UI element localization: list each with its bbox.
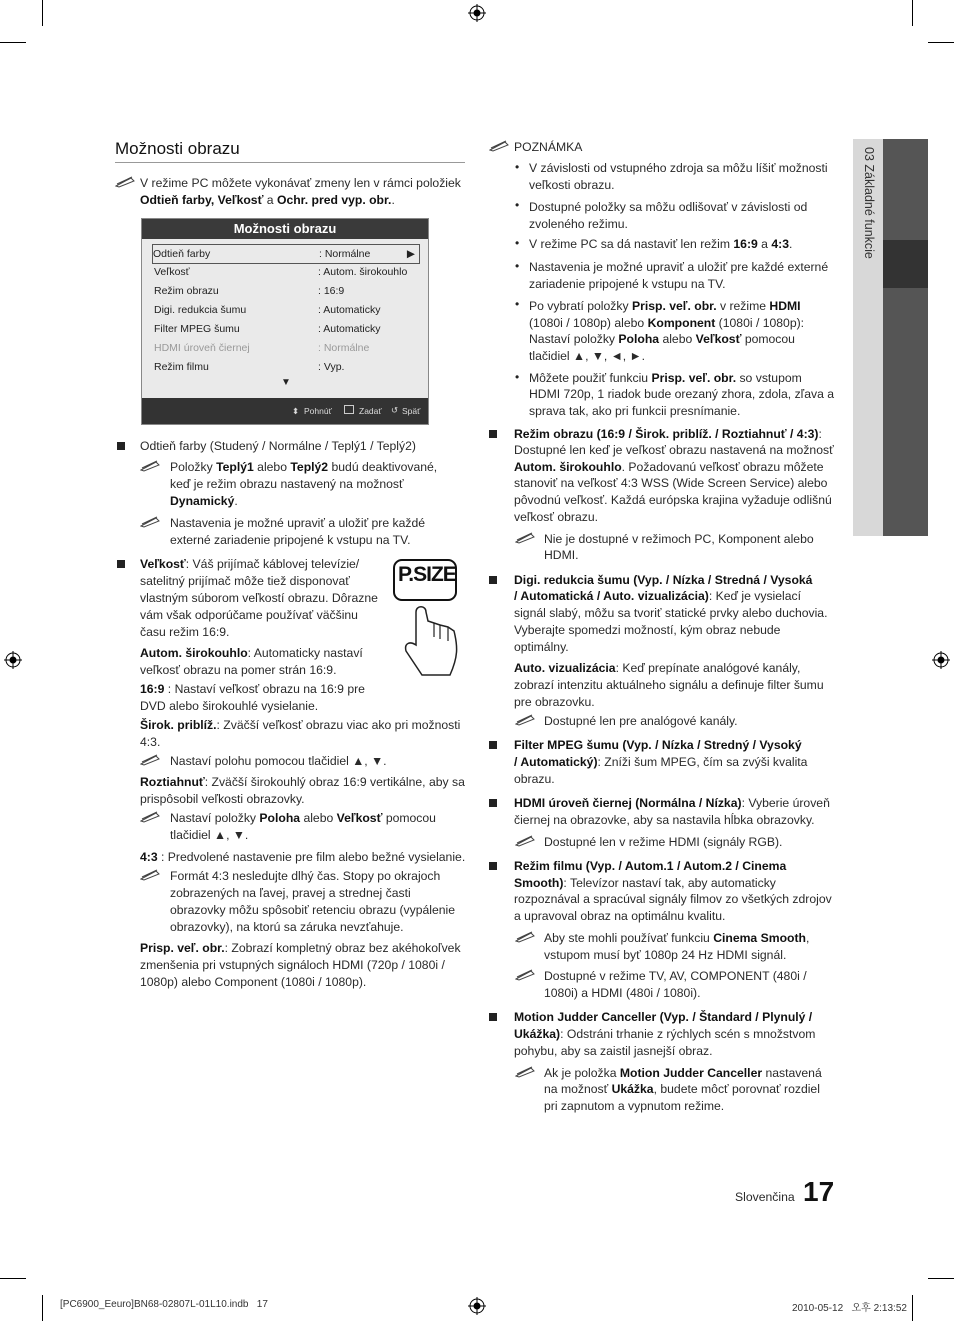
note-line: sprava tak, ako pri funkcii presnímanie.: [529, 404, 741, 418]
body-line: času režim 16:9.: [140, 625, 230, 639]
item-heading: Motion Judder Canceller (Vyp. / Štandard / Plynulý /: [514, 1010, 813, 1024]
note-line: V závislosti od vstupného zdroja sa môžu líšiť možnosti: [529, 161, 828, 175]
note-line: Aby ste mohli používať funkciu Cinema Smooth,: [544, 931, 810, 945]
note-heading: POZNÁMKA: [514, 140, 583, 154]
body-line: Veľkosť: Váš prijímač káblovej televízie/: [140, 557, 360, 571]
bullet-square: [489, 430, 497, 438]
item-heading: Ukážka): Odstráni trhanie z rýchlych scén s množstvom: [514, 1027, 816, 1041]
body-line: pre obrazovku.: [514, 695, 595, 709]
item-heading: Režim filmu (Vyp. / Autom.1 / Autom.2 / Cinema: [514, 859, 787, 873]
item-heading: Smooth): Televízor nastaví tak, aby automaticky: [514, 876, 776, 890]
bullet-dot: •: [515, 160, 520, 174]
bullet-square: [117, 560, 125, 568]
crop-mark: [928, 1278, 954, 1279]
crop-mark: [0, 42, 26, 43]
page-title: Možnosti obrazu: [115, 139, 240, 158]
arrow-right-icon: ▶: [406, 248, 415, 260]
note-line: tlačidiel ▲, ▼.: [170, 828, 249, 842]
note-line: tlačidiel ▲, ▼, ◄, ►.: [529, 349, 645, 363]
osd-row[interactable]: Režim obrazu : 16:9: [154, 285, 345, 297]
item-heading: / Automatický): Zníži šum MPEG, čím sa zvýši kvalita: [514, 755, 808, 769]
body-line: obrazu.: [514, 772, 555, 786]
bullet-square: [489, 862, 497, 870]
body-line: zmenšenia pri vstupných signáloch HDMI (720p / 1080i /: [140, 958, 445, 972]
note-pencil-icon: [515, 1066, 537, 1078]
note-line: Dostupné položky sa môžu odlišovať v závislosti od: [529, 200, 808, 214]
registration-mark-icon: [4, 651, 22, 669]
note-line: na možnosť Ukážka, budete môcť porovnať rozdiel: [544, 1082, 820, 1096]
side-tab-marker: [883, 240, 928, 288]
body-line: veľkosť obrazu.: [514, 510, 598, 524]
osd-menu: [141, 218, 429, 425]
body-line: satelitný prijímač môže tiež disponovať: [140, 574, 350, 588]
note-pencil-icon: [515, 969, 537, 981]
note-line: Nastaví polohu pomocou tlačidiel ▲, ▼.: [170, 754, 387, 768]
body-line: Autom. širokouhlo: Automaticky nastaví: [140, 646, 363, 660]
body-line: pohybu, aby sa zaistil jasnejší obraz.: [514, 1044, 713, 1058]
body-line: optimálny.: [514, 640, 569, 654]
bullet-square: [489, 741, 497, 749]
osd-title: Možnosti obrazu: [142, 219, 428, 239]
note-line: vstupom musí byť 1080p 24 Hz HDMI signál.: [544, 948, 787, 962]
crop-mark: [42, 1295, 43, 1321]
side-tab-strip: [883, 139, 928, 536]
crop-mark: [912, 0, 913, 26]
bullet-dot: •: [515, 198, 520, 212]
body-line: zobrazí intenzitu aktuálneho signálu a definuje filter šumu: [514, 678, 824, 692]
note-line: Dostupné len pre analógové kanály.: [544, 714, 738, 728]
intro-line: V režime PC môžete vykonávať zmeny len v rámci položiek: [140, 176, 461, 190]
note-line: obrazovky), na ktorú sa záruka nevzťahuje.: [170, 920, 404, 934]
note-line: HDMI 720p, 1 riadok bude orezaný zhora, zdola, zľava a: [529, 387, 835, 401]
intro-line: Odtieň farby, Veľkosť a Ochr. pred vyp. obr..: [140, 193, 395, 207]
item-heading: Odtieň farby (Studený / Normálne / Teplý1 / Teplý2): [140, 439, 416, 453]
note-line: zvoleného režimu.: [529, 217, 628, 231]
psize-badge-label: P.SIZE: [398, 563, 456, 586]
osd-row[interactable]: Digi. redukcia šumu : Automaticky: [154, 304, 381, 316]
item-heading: HDMI úroveň čiernej (Normálna / Nízka): Vyberie úroveň: [514, 796, 830, 810]
registration-mark-icon: [468, 1297, 486, 1315]
note-line: Ak je položka Motion Judder Canceller nastavená: [544, 1066, 822, 1080]
body-line: 4:3 : Predvolené nastavenie pre film alebo bežné vysielanie.: [140, 850, 466, 864]
note-pencil-icon: [140, 811, 162, 823]
note-line: obrazovky môžu spôsobiť retenciu obrazu (vypálenie: [170, 903, 456, 917]
item-heading: Digi. redukcia šumu (Vyp. / Nízka / Stredná / Vysoká: [514, 573, 813, 587]
crop-mark: [0, 1278, 26, 1279]
note-pencil-icon: [140, 869, 162, 881]
note-line: Položky Teplý1 alebo Teplý2 budú deaktivované,: [170, 460, 438, 474]
body-line: 16:9 : Nastaví veľkosť obrazu na 16:9 pre: [140, 682, 365, 696]
osd-row[interactable]: Veľkosť : Autom. širokouhlo: [154, 266, 408, 278]
body-line: stanoviť na veľkosť 4:3 WSS (Wide Screen Service) alebo: [514, 476, 828, 490]
body-line: Prisp. veľ. obr.: Zobrazí kompletný obraz bez akéhokoľvek: [140, 941, 461, 955]
body-line: Autom. širokouhlo. Požadovanú veľkosť obrazu môžete: [514, 460, 824, 474]
body-line: Dostupné len keď je veľkosť obrazu nastavená na možnosť: [514, 443, 834, 457]
body-line: rozpoznával a spracúval signály filmov zo všetkých zdrojov: [514, 892, 832, 906]
bullet-dot: •: [515, 297, 520, 311]
note-line: (1080i / 1080p) alebo Komponent (1080i / 1080p):: [529, 316, 805, 330]
registration-mark-icon: [468, 4, 486, 22]
body-line: prispôsobil veľkosti obrazovky.: [140, 792, 305, 806]
registration-mark-icon: [932, 651, 950, 669]
title-divider: [115, 162, 465, 163]
note-pencil-icon: [515, 835, 537, 847]
body-line: signál slabý, môžu sa tvoriť statické prvky alebo duchovia.: [514, 606, 828, 620]
note-line: Formát 4:3 nesledujte dlhý čas. Stopy po okrajoch: [170, 869, 441, 883]
page-number: 17: [803, 1176, 835, 1207]
note-pencil-icon: [515, 931, 537, 943]
body-line: čiernej na obrazovke, aby sa nastavila hĺbka obrazovky.: [514, 813, 815, 827]
bullet-square: [489, 576, 497, 584]
note-pencil-icon: [140, 460, 162, 472]
note-line: Môžete použiť funkciu Prisp. veľ. obr. so vstupom: [529, 371, 802, 385]
crop-mark: [912, 1295, 913, 1321]
note-line: veľkosti obrazu.: [529, 178, 615, 192]
body-line: a upravoval obraz na optimálnu kvalitu.: [514, 909, 726, 923]
note-line: V režime PC sa dá nastaviť len režim 16:9 a 4:3.: [529, 237, 793, 251]
note-pencil-icon: [515, 532, 537, 544]
note-pencil-icon: [115, 176, 137, 188]
body-line: pôvodnú veľkosť. Každá európska krajina vyžaduje odlišnú: [514, 493, 832, 507]
body-line: DVD alebo širokouhlé vysielanie.: [140, 699, 319, 713]
osd-row: HDMI úroveň čiernej : Normálne: [154, 342, 370, 354]
bullet-square: [117, 442, 125, 450]
body-line: vám však odporúčame používať väčšinu: [140, 608, 358, 622]
item-heading: Filter MPEG šumu (Vyp. / Nízka / Stredný / Vysoký: [514, 738, 802, 752]
print-info-left: [PC6900_Eeuro]BN68-02807L-01L10.indb 17: [60, 1299, 268, 1310]
note-line: Nastavenia je možné upraviť a uložiť pre každé: [170, 516, 426, 530]
osd-row[interactable]: Odtieň farby : Normálne ▶: [152, 244, 420, 264]
note-line: Nastaví položky Poloha alebo Veľkosť pomocou: [529, 332, 795, 346]
body-line: Roztiahnuť: Zväčší širokouhlý obraz 16:9 vertikálne, aby sa: [140, 775, 465, 789]
note-pencil-icon: [515, 714, 537, 726]
item-heading: / Automatická / Auto. vizualizácia): Keď je vysielací: [514, 589, 801, 603]
note-line: HDMI.: [544, 548, 579, 562]
scroll-down-icon[interactable]: ▼: [281, 377, 291, 388]
crop-mark: [928, 42, 954, 43]
body-line: Auto. vizualizácia: Keď prepínate analógové kanály,: [514, 661, 801, 675]
note-line: keď je režim obrazu nastavený na možnosť: [170, 477, 404, 491]
note-line: zobrazených na ľavej, pravej a strednej časti: [170, 886, 411, 900]
note-line: Dostupné v režime TV, AV, COMPONENT (480i /: [544, 969, 807, 983]
note-line: Nastaví položky Poloha alebo Veľkosť pomocou: [170, 811, 436, 825]
osd-row[interactable]: Filter MPEG šumu : Automaticky: [154, 323, 381, 335]
bullet-dot: •: [515, 370, 520, 384]
move-icon: ⬍: [292, 406, 300, 416]
note-line: Dynamický.: [170, 494, 238, 508]
item-heading: Režim obrazu (16:9 / Širok. priblíž. / Roztiahnuť / 4:3):: [514, 427, 822, 441]
note-pencil-icon: [140, 754, 162, 766]
return-icon: ↺: [391, 405, 399, 415]
body-line: Širok. priblíž.: Zväčší veľkosť obrazu viac ako pri možnosti: [140, 718, 461, 732]
body-line: Vyberajte spomedzi možností, kým obraz nebude: [514, 623, 781, 637]
bullet-square: [489, 799, 497, 807]
print-info-right: 2010-05-12 오후 2:13:52: [792, 1303, 907, 1314]
body-line: 4:3.: [140, 735, 161, 749]
body-line: vlastným súborom veľkostí obrazu. Dôrazne: [140, 591, 378, 605]
note-line: zariadenie pripojené k vstupu na TV.: [529, 277, 726, 291]
note-line: externé zariadenie pripojené k vstupu na TV.: [170, 533, 411, 547]
note-line: Po vybratí položky Prisp. veľ. obr. v režime HDMI: [529, 299, 801, 313]
note-pencil-icon: [489, 140, 511, 152]
note-line: 1080i) a HDMI (480i / 1080i).: [544, 986, 701, 1000]
note-line: Dostupné len v režime HDMI (signály RGB).: [544, 835, 783, 849]
body-line: 1080p) alebo Component (1080i / 1080p).: [140, 975, 367, 989]
enter-icon: [344, 405, 354, 414]
note-line: Nie je dostupné v režimoch PC, Komponent alebo: [544, 532, 814, 546]
side-tab-label: 03 Základné funkcie: [862, 147, 876, 259]
note-pencil-icon: [140, 516, 162, 528]
osd-footer: ⬍ Pohnúť Zadať ↺ Späť: [142, 398, 428, 424]
crop-mark: [42, 0, 43, 26]
bullet-square: [489, 1013, 497, 1021]
osd-row[interactable]: Režim filmu : Vyp.: [154, 361, 345, 373]
body-line: veľkosť obrazu na pomer strán 16:9.: [140, 663, 337, 677]
footer-language: Slovenčina: [735, 1190, 795, 1204]
bullet-dot: •: [515, 259, 520, 273]
bullet-dot: •: [515, 236, 520, 250]
note-line: Nastavenia je možné upraviť a uložiť pre každé externé: [529, 260, 829, 274]
note-line: pri zapnutom a vypnutom režime.: [544, 1099, 725, 1113]
